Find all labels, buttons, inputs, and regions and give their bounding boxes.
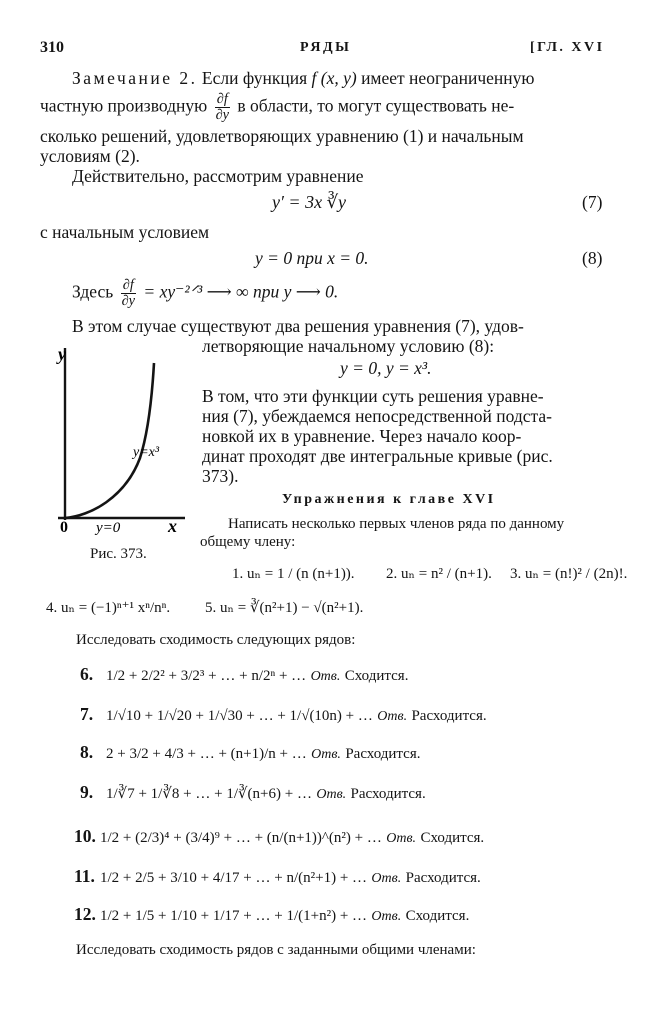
here-line: Здесь $\frac{\partial f}{\partial y}$ = xy⁻²ᐟ³ ⟶ ∞ при y ⟶ 0. — [72, 277, 339, 310]
equation-7: y′ = 3x ∛y — [272, 192, 347, 212]
exercise-1: 1. uₙ = 1 / (n (n+1)). — [232, 566, 355, 582]
figure-caption: Рис. 373. — [90, 546, 147, 562]
series-11: 11. 1/2 + 2/5 + 3/10 + 4/17 + … + n/(n²+1) + … Отв. Расходится. — [74, 866, 481, 886]
series-6: 6. 1/2 + 2/2² + 3/2³ + … + n/2ⁿ + … Отв. Сходится. — [80, 664, 409, 684]
x-axis-label: x — [168, 516, 177, 536]
curve-label: y=x³ — [133, 445, 160, 460]
case-p-2: ния (7), убеждаемся непосредственной подста- — [202, 406, 553, 426]
case-p-4: динат проходят две интегральные кривые (рис. — [202, 446, 553, 466]
origin-label: 0 — [60, 519, 68, 536]
series-12: 12. 1/2 + 1/5 + 1/10 + 1/17 + … + 1/(1+n²) + … Отв. Сходится. — [74, 904, 470, 924]
partial-derivative: $\frac{\partial f}{\partial y}$ — [215, 91, 230, 124]
curve-y-x3 — [65, 363, 154, 518]
indeed-text: Действительно, рассмотрим уравнение — [72, 166, 364, 186]
series-9: 9. 1/∛7 + 1/∛8 + … + 1/∛(n+6) + … Отв. Расходится. — [80, 782, 426, 802]
series-10: 10. 1/2 + (2/3)⁴ + (3/4)⁹ + … + (n/(n+1))^(n²) + … Отв. Сходится. — [74, 826, 485, 846]
instruction-1b: общему члену: — [200, 534, 296, 550]
instruction-1: Написать несколько первых членов ряда по данному — [228, 516, 565, 532]
case-p-1: В том, что эти функции суть решения уравне- — [202, 386, 544, 406]
remark-heading: Замечание 2. — [72, 68, 198, 88]
solutions: y = 0, y = x³. — [340, 358, 432, 378]
exercise-3: 3. uₙ = (n!)² / (2n)!. — [510, 566, 628, 582]
case-p-3: новкой их в уравнение. Через начало коор- — [202, 426, 522, 446]
remark-line-1: Замечание 2. Если функция f (x, y) имеет неограниченную — [72, 68, 535, 88]
case-p-5: 373). — [202, 466, 239, 486]
y-axis-label: y — [58, 344, 66, 364]
equation-8: y = 0 при x = 0. — [255, 248, 369, 268]
exercise-4: 4. uₙ = (−1)ⁿ⁺¹ xⁿ/nⁿ. — [46, 600, 171, 616]
page-number: 310 — [40, 39, 64, 56]
zero-line-label: y=0 — [96, 520, 121, 536]
chapter-label: [ГЛ. XVI — [530, 40, 605, 55]
exercise-2: 2. uₙ = n² / (n+1). — [386, 566, 492, 582]
equation-8-label: (8) — [582, 248, 603, 268]
remark-line-2: частную производную $\frac{\partial f}{\partial y}$ в области, то могут существовать не- — [40, 91, 515, 124]
case-line-1: В этом случае существуют два решения уравнения (7), удов- — [72, 316, 524, 336]
instruction-3: Исследовать сходимость рядов с заданными общими членами: — [76, 942, 476, 958]
remark-line-4: условиям (2). — [40, 146, 140, 166]
instruction-2: Исследовать сходимость следующих рядов: — [76, 632, 356, 648]
series-8: 8. 2 + 3/2 + 4/3 + … + (n+1)/n + … Отв. Расходится. — [80, 742, 421, 762]
series-7: 7. 1/√10 + 1/√20 + 1/√30 + … + 1/√(10n) + … Отв. Расходится. — [80, 704, 487, 724]
condition-text: с начальным условием — [40, 222, 210, 242]
case-line-2: летворяющие начальному условию (8): — [202, 336, 495, 356]
running-title: РЯДЫ — [300, 40, 352, 55]
figure-373 — [50, 338, 190, 538]
exercises-title: Упражнения к главе XVI — [282, 492, 496, 507]
equation-7-label: (7) — [582, 192, 603, 212]
remark-line-3: сколько решений, удовлетворяющих уравнению (1) и начальным — [40, 126, 524, 146]
exercise-5: 5. uₙ = ∛(n²+1) − √(n²+1). — [205, 600, 364, 616]
